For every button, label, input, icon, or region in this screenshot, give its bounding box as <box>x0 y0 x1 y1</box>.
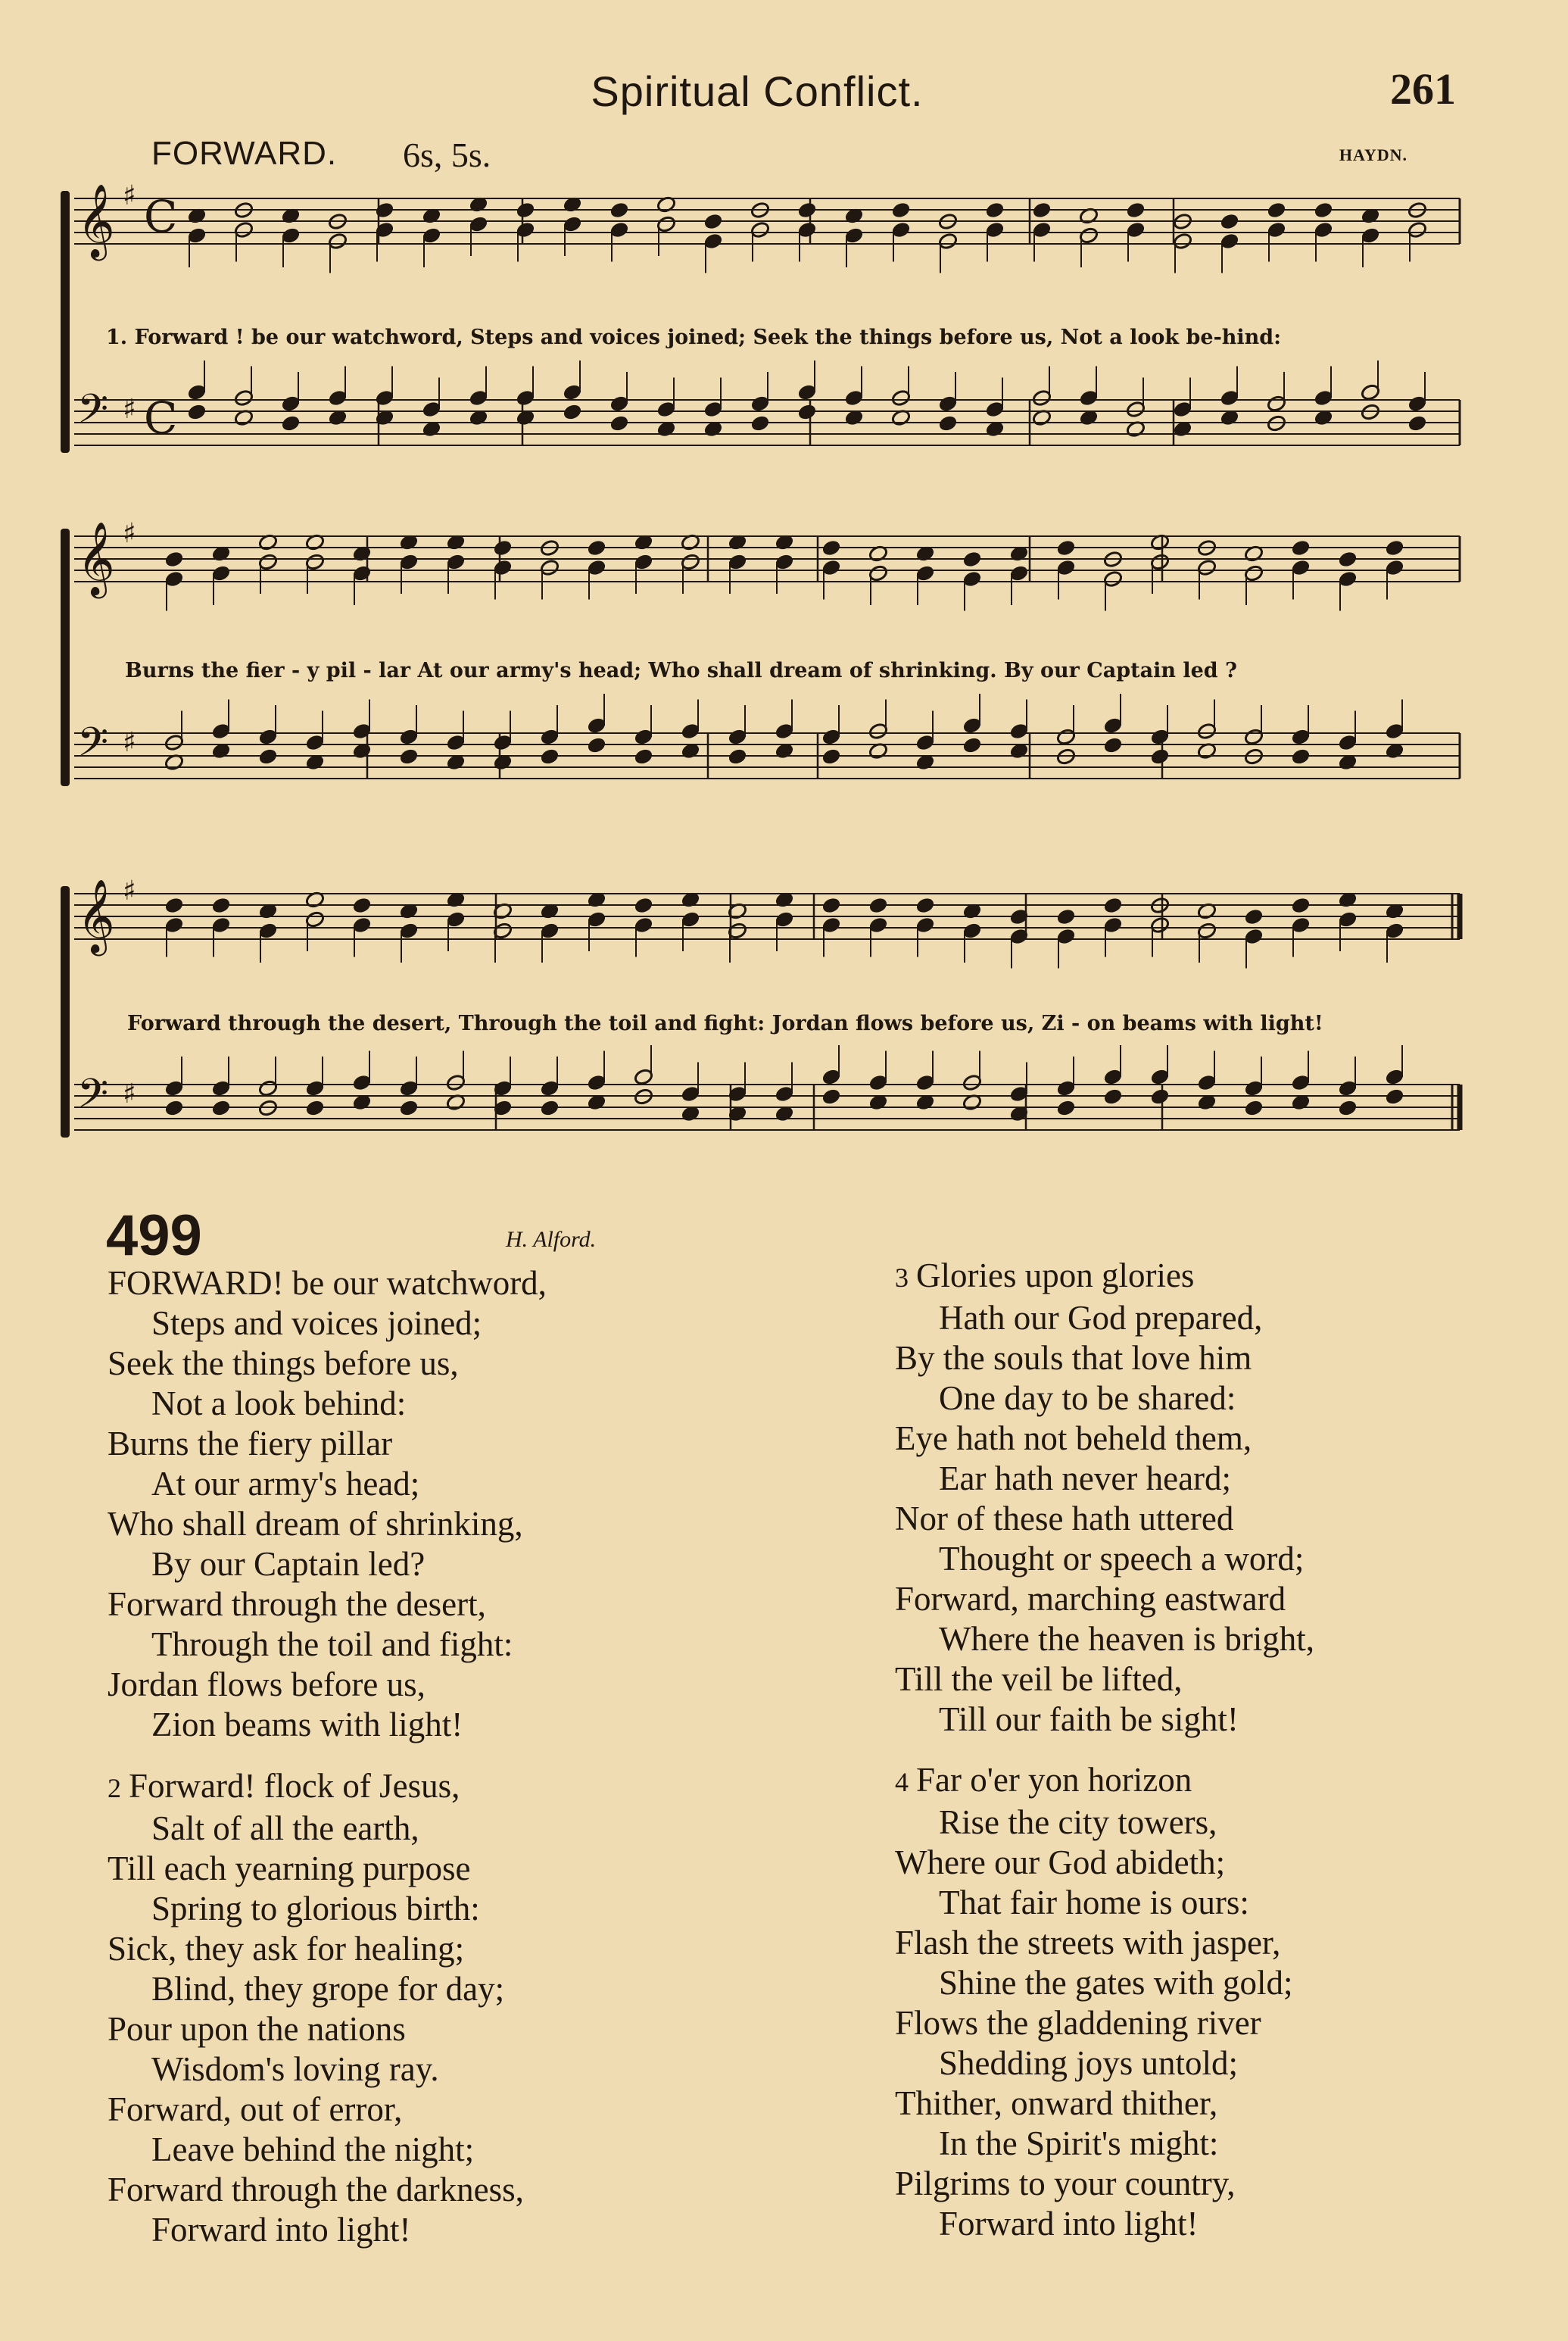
verse-line: Flows the gladdening river <box>895 2004 1261 2042</box>
quarter-note <box>1244 908 1264 926</box>
sharp-icon: ♯ <box>123 876 136 907</box>
verse-line: Burns the fiery pillar <box>108 1425 393 1462</box>
verse-line: Where our God abideth; <box>895 1843 1226 1881</box>
quarter-note <box>1338 551 1358 569</box>
verse-line: Ear hath never heard; <box>939 1459 1232 1497</box>
quarter-note <box>1056 908 1077 926</box>
verse-line: One day to be shared: <box>939 1379 1236 1417</box>
quarter-note <box>540 748 560 766</box>
quarter-note <box>1407 414 1428 432</box>
stanza-4 <box>895 1760 1292 2244</box>
verse-line: Till each yearning purpose <box>108 1849 471 1887</box>
verse-line: Forward, out of error, <box>108 2090 403 2128</box>
quarter-note <box>375 201 395 220</box>
quarter-note <box>281 414 301 432</box>
quarter-note <box>164 1099 185 1117</box>
quarter-note <box>1220 213 1240 231</box>
quarter-note <box>563 403 583 421</box>
verse-line <box>108 1263 547 1303</box>
quarter-note <box>915 897 936 915</box>
quarter-note <box>1338 1099 1358 1117</box>
quarter-note <box>797 201 818 220</box>
common-time-icon: C <box>144 392 178 444</box>
quarter-note <box>1385 539 1405 557</box>
system-brace <box>61 529 70 786</box>
quarter-note <box>493 539 513 557</box>
quarter-note <box>587 736 607 754</box>
quarter-note <box>211 897 232 915</box>
verse-line: Through the toil and fight: <box>151 1625 513 1663</box>
quarter-note <box>211 1099 232 1117</box>
stanza-number: 4 <box>895 1767 909 1797</box>
drop-cap: F <box>108 1264 127 1302</box>
quarter-note <box>938 414 959 432</box>
quarter-note <box>540 1099 560 1117</box>
quarter-note <box>1032 201 1052 220</box>
quarter-note <box>399 748 419 766</box>
first-word: ORWARD <box>126 1264 273 1302</box>
quarter-note <box>1056 539 1077 557</box>
bass-clef-icon: 𝄢 <box>77 1071 109 1127</box>
verse-line: Pour upon the nations <box>108 2010 406 2048</box>
quarter-note <box>305 1099 326 1117</box>
quarter-note <box>187 403 207 421</box>
verse-line: That fair home is ours: <box>939 1884 1249 1921</box>
quarter-note <box>258 748 279 766</box>
bass-clef-icon: 𝄢 <box>77 386 109 442</box>
quarter-note <box>1291 748 1311 766</box>
quarter-note <box>1056 1099 1077 1117</box>
quarter-note <box>891 201 912 220</box>
treble-clef-icon: 𝄞 <box>77 521 115 595</box>
quarter-note <box>1103 1088 1124 1106</box>
quarter-note <box>1291 897 1311 915</box>
sharp-icon: ♯ <box>123 180 136 211</box>
verse-line: Jordan flows before us, <box>108 1665 426 1703</box>
stanza-number: 2 <box>108 1773 121 1803</box>
lyric-line-2: Burns the fier - y pil - lar At our army's head; Who shall dream of shrinking. By our Captain led ? <box>125 659 1237 682</box>
verse-line: Zion beams with light! <box>151 1706 463 1743</box>
sharp-icon: ♯ <box>123 1078 136 1110</box>
verse-line: Rise the city towers, <box>939 1803 1217 1841</box>
verse-line: Not a look behind: <box>151 1384 407 1422</box>
sharp-icon: ♯ <box>123 727 136 758</box>
verse-line: Blind, they grope for day; <box>151 1970 505 2008</box>
quarter-note <box>609 201 630 220</box>
quarter-note <box>797 403 818 421</box>
quarter-note <box>1385 1088 1405 1106</box>
system-brace <box>61 886 70 1138</box>
verse-line: Salt of all the earth, <box>151 1809 419 1847</box>
verse-line: Forward into light! <box>939 2205 1199 2243</box>
sharp-icon: ♯ <box>123 394 136 425</box>
verse-line: Forward, marching eastward <box>895 1580 1286 1618</box>
verse-line: Wisdom's loving ray. <box>151 2050 439 2088</box>
treble-clef-icon: 𝄞 <box>77 879 115 953</box>
verse-line: Forward through the darkness, <box>108 2171 524 2208</box>
quarter-note <box>821 1088 842 1106</box>
hymn-author: H. Alford. <box>506 1227 597 1252</box>
verse-line: Thought or speech a word; <box>939 1540 1305 1578</box>
stanza-number: 3 <box>895 1263 909 1293</box>
quarter-note <box>1103 736 1124 754</box>
quarter-note <box>1126 201 1146 220</box>
verse-line: Leave behind the night; <box>151 2130 475 2168</box>
verse-line: Spring to glorious birth: <box>151 1890 480 1927</box>
quarter-note <box>728 748 748 766</box>
quarter-note <box>634 748 654 766</box>
verse-line: Where the heaven is bright, <box>939 1620 1315 1658</box>
quarter-note <box>164 551 185 569</box>
quarter-note <box>868 897 889 915</box>
quarter-note <box>821 539 842 557</box>
verse-line-text: Far o'er yon horizon <box>916 1761 1192 1799</box>
verse-line: Flash the streets with jasper, <box>895 1924 1281 1962</box>
verse-line: Who shall dream of shrinking, <box>108 1505 523 1543</box>
lyric-line-3: Forward through the desert, Through the toil and fight: Jordan flows before us, Zi - on beams with light! <box>127 1012 1323 1035</box>
verse-line-text: Forward! flock of Jesus, <box>129 1767 460 1805</box>
quarter-note <box>821 897 842 915</box>
verse-line: Nor of these hath uttered <box>895 1500 1234 1537</box>
quarter-note <box>1314 201 1334 220</box>
quarter-note <box>821 748 842 766</box>
stanza-2 <box>108 1766 524 2250</box>
quarter-note <box>962 736 983 754</box>
tune-meter: 6s, 5s. <box>403 136 491 174</box>
hymn-number: 499 <box>106 1203 202 1268</box>
verse-line-text: Glories upon glories <box>916 1256 1195 1294</box>
verse-line: Till the veil be lifted, <box>895 1660 1183 1698</box>
quarter-note <box>1103 897 1124 915</box>
stanza-3 <box>895 1256 1314 1740</box>
quarter-note <box>587 539 607 557</box>
verse-line: Till our faith be sight! <box>939 1700 1239 1738</box>
quarter-note <box>1267 201 1287 220</box>
verse-line: By the souls that love him <box>895 1339 1252 1377</box>
stanza-1 <box>108 1263 547 1745</box>
quarter-note <box>703 213 724 231</box>
verse-line: In the Spirit's might: <box>939 2124 1219 2162</box>
common-time-icon: C <box>144 191 178 242</box>
verse-line <box>895 1256 1314 1298</box>
verse-line: Pilgrims to your country, <box>895 2165 1236 2202</box>
quarter-note <box>164 897 185 915</box>
verse-line <box>895 1760 1292 1803</box>
quarter-note <box>634 897 654 915</box>
system-brace <box>61 191 70 453</box>
treble-clef-icon: 𝄞 <box>77 183 115 258</box>
quarter-note <box>1150 1088 1171 1106</box>
first-line-rest: ! be our watchword, <box>272 1264 547 1302</box>
quarter-note <box>1150 748 1171 766</box>
lyric-line-1: 1. Forward ! be our watchword, Steps and voices joined; Seek the things before us, Not a look be-hind: <box>106 326 1282 349</box>
quarter-note <box>399 1099 419 1117</box>
verse-line: Sick, they ask for healing; <box>108 1930 465 1968</box>
page-number: 261 <box>1390 64 1456 114</box>
bass-clef-icon: 𝄢 <box>77 719 109 776</box>
quarter-note <box>1291 539 1311 557</box>
verse-line: Shine the gates with gold; <box>939 1964 1293 2002</box>
verse-line: Steps and voices joined; <box>151 1304 482 1342</box>
verse-line <box>108 1766 524 1809</box>
tune-name: FORWARD. <box>151 135 338 172</box>
verse-line: Eye hath not beheld them, <box>895 1419 1252 1457</box>
verse-line: Thither, onward thither, <box>895 2084 1218 2122</box>
verse-line: Forward through the desert, <box>108 1585 486 1623</box>
verse-line: Shedding joys untold; <box>939 2044 1239 2082</box>
quarter-note <box>985 201 1005 220</box>
verse-line: Seek the things before us, <box>108 1344 459 1382</box>
verse-line: Forward into light! <box>151 2211 411 2249</box>
quarter-note <box>1244 1099 1264 1117</box>
quarter-note <box>516 201 536 220</box>
quarter-note <box>352 897 373 915</box>
verse-line: Hath our God prepared, <box>939 1299 1263 1337</box>
verse-line: At our army's head; <box>151 1465 420 1503</box>
quarter-note <box>750 414 771 432</box>
tune-composer: HAYDN. <box>1339 145 1407 164</box>
sharp-icon: ♯ <box>123 518 136 549</box>
verse-line: By our Captain led? <box>151 1545 426 1583</box>
quarter-note <box>962 551 983 569</box>
quarter-note <box>609 414 630 432</box>
section-title: Spiritual Conflict. <box>591 67 924 115</box>
